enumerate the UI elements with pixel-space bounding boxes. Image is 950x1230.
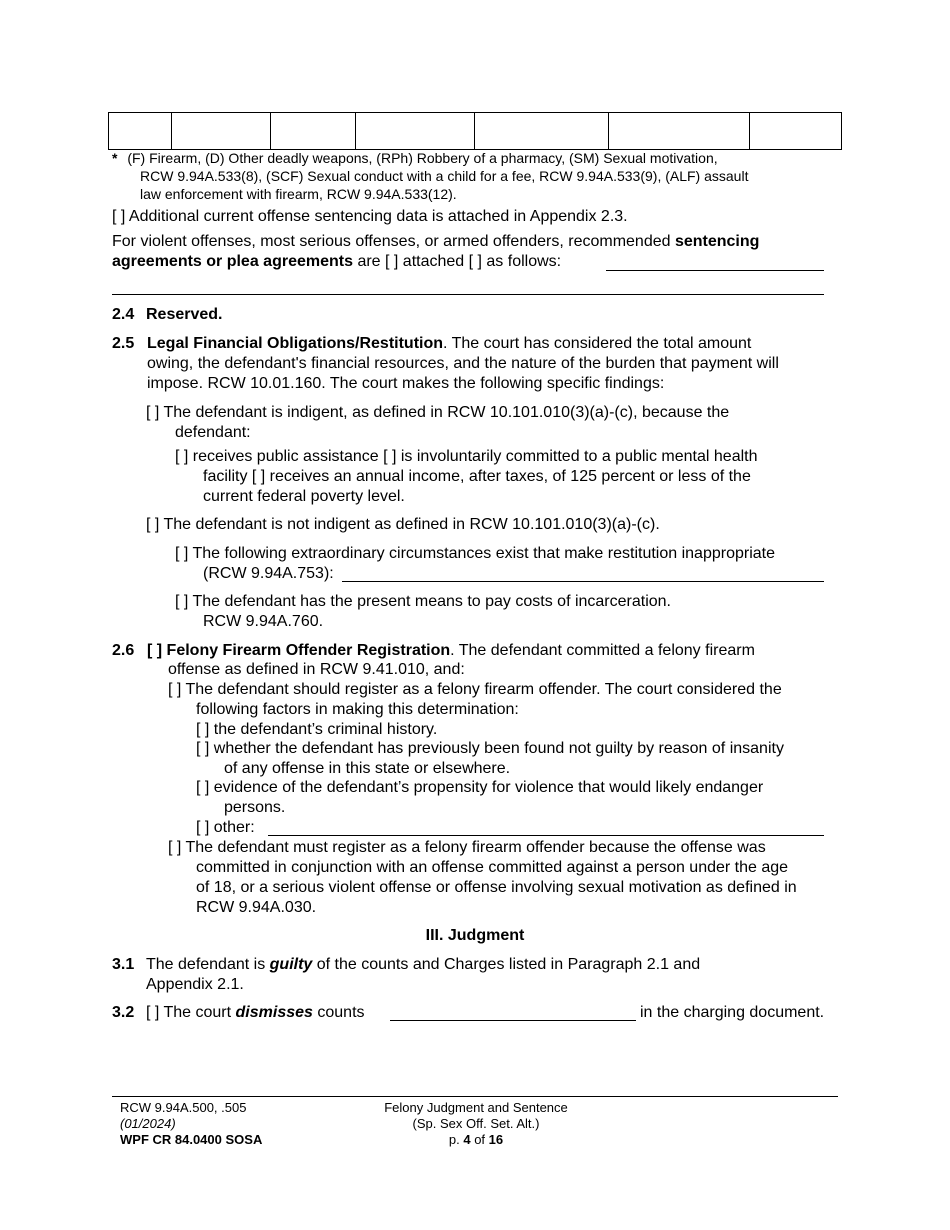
table-cell [475, 113, 609, 150]
indigent-text: defendant: [175, 424, 251, 441]
table-cell [356, 113, 475, 150]
footnote-line: (F) Firearm, (D) Other deadly weapons, (RPh) Robbery of a pharmacy, (SM) Sexual motivation, [127, 150, 718, 166]
section-3-1-line [146, 955, 700, 975]
footer-title: Felony Judgment and Sentence [384, 1100, 568, 1115]
extraordinary-checkbox-item[interactable]: [ ] The following extraordinary circumstances exist that make restitution inappropriate [175, 545, 775, 562]
violent-text-post: are [ ] attached [ ] as follows: [353, 253, 562, 270]
page-current: 4 [463, 1132, 471, 1147]
guilty-emphasis: guilty [269, 956, 313, 973]
footer-form-number: WPF CR 84.0400 SOSA [120, 1132, 263, 1147]
factor-text: of any offense in this state or elsewhere. [224, 760, 511, 777]
means-checkbox-item[interactable]: [ ] The defendant has the present means to pay costs of incarceration. [175, 593, 671, 610]
must-register-checkbox-item[interactable]: [ ] The defendant must register as a felony firearm offender because the offense was [168, 839, 766, 856]
footer-subtitle: (Sp. Sex Off. Set. Alt.) [412, 1116, 540, 1131]
section-text: in the charging document. [640, 1004, 825, 1021]
violent-offense-text [112, 232, 759, 252]
should-register-checkbox-item[interactable]: [ ] The defendant should register as a felony firearm offender. The court considered the [168, 681, 782, 698]
judgment-heading: III. Judgment [425, 927, 525, 944]
fill-in-line[interactable] [606, 270, 824, 271]
page-of: of [470, 1132, 489, 1147]
section-number: 3.1 [112, 956, 135, 973]
factor-checkbox-item[interactable]: [ ] whether the defendant has previously been found not guilty by reason of insanity [196, 740, 784, 757]
section-text: . The court has considered the total amount [443, 335, 752, 352]
footer-page-number [326, 1132, 626, 1148]
dismisses-emphasis: dismisses [235, 1004, 313, 1021]
section-2-5-line [147, 334, 751, 354]
footnote-star: * [112, 150, 118, 166]
section-text: . The defendant committed a felony firearm [450, 642, 755, 659]
extraordinary-text: (RCW 9.94A.753): [203, 565, 334, 582]
should-register-text: following factors in making this determination: [196, 701, 519, 718]
factor-checkbox-item[interactable]: [ ] other: [196, 819, 255, 836]
page-prefix: p. [448, 1132, 464, 1147]
section-title: Reserved. [146, 306, 223, 323]
table-footnote [112, 149, 832, 167]
firearm-checkbox[interactable]: [ ] [147, 642, 167, 659]
section-number: 3.2 [112, 1004, 135, 1021]
section-text: owing, the defendant's financial resources, and the nature of the burden that payment will [147, 355, 779, 372]
must-register-text: RCW 9.94A.030. [196, 899, 317, 916]
assistance-text: current federal poverty level. [203, 488, 405, 505]
section-number: 2.4 [112, 306, 135, 323]
section-number: 2.6 [112, 642, 135, 659]
table-cell [271, 113, 356, 150]
section-text: counts [312, 1004, 365, 1021]
table-cell [750, 113, 842, 150]
violent-text-bold: agreements or plea agreements [112, 253, 353, 270]
assistance-checkbox-item[interactable]: [ ] receives public assistance [ ] is involuntarily committed to a public mental health [175, 448, 758, 465]
dismiss-checkbox[interactable]: [ ] The court [146, 1004, 236, 1021]
violent-offense-text-2 [112, 252, 561, 272]
fill-in-line[interactable] [268, 835, 824, 836]
footer-rule [112, 1096, 838, 1097]
section-text: Appendix 2.1. [146, 976, 244, 993]
section-number: 2.5 [112, 335, 135, 352]
table-row [109, 113, 842, 150]
section-title: Felony Firearm Offender Registration [166, 642, 451, 659]
section-text: offense as defined in RCW 9.41.010, and: [168, 661, 465, 678]
footnote-line: RCW 9.94A.533(8), (SCF) Sexual conduct with a child for a fee, RCW 9.94A.533(9), (ALF) assault [140, 168, 749, 184]
assistance-text: facility [ ] receives an annual income, after taxes, of 125 percent or less of the [203, 468, 751, 485]
table-cell [172, 113, 271, 150]
table-cell [609, 113, 750, 150]
must-register-text: of 18, or a serious violent offense or offense involving sexual motivation as defined in [196, 879, 797, 896]
footer-rcw: RCW 9.94A.500, .505 [120, 1100, 247, 1115]
fill-in-line[interactable] [112, 294, 824, 295]
section-2-6-line [147, 641, 755, 661]
fill-in-line[interactable] [390, 1020, 636, 1021]
table-cell [109, 113, 172, 150]
section-text: The defendant is [146, 956, 270, 973]
must-register-text: committed in conjunction with an offense committed against a person under the age [196, 859, 789, 876]
page-total: 16 [488, 1132, 504, 1147]
factor-text: persons. [224, 799, 286, 816]
section-text: impose. RCW 10.01.160. The court makes the following specific findings: [147, 375, 665, 392]
footer-date: (01/2024) [120, 1116, 176, 1131]
not-indigent-checkbox-item[interactable]: [ ] The defendant is not indigent as defined in RCW 10.101.010(3)(a)-(c). [146, 516, 660, 533]
section-text: of the counts and Charges listed in Paragraph 2.1 and [312, 956, 701, 973]
section-title: Legal Financial Obligations/Restitution [147, 335, 444, 352]
indigent-checkbox-item[interactable]: [ ] The defendant is indigent, as defined in RCW 10.101.010(3)(a)-(c), because the [146, 404, 730, 421]
section-3-2-line[interactable] [146, 1003, 365, 1023]
means-text: RCW 9.94A.760. [203, 613, 324, 630]
footnote-line: law enforcement with firearm, RCW 9.94A.533(12). [140, 186, 457, 202]
factor-checkbox-item[interactable]: [ ] the defendant’s criminal history. [196, 721, 438, 738]
violent-text-bold: sentencing [674, 233, 760, 250]
violent-text-pre: For violent offenses, most serious offenses, or armed offenders, recommended [112, 233, 675, 250]
offense-data-table [108, 112, 842, 150]
appendix-note: [ ] Additional current offense sentencing data is attached in Appendix 2.3. [112, 208, 628, 225]
factor-checkbox-item[interactable]: [ ] evidence of the defendant’s propensity for violence that would likely endanger [196, 779, 764, 796]
fill-in-line[interactable] [342, 581, 824, 582]
